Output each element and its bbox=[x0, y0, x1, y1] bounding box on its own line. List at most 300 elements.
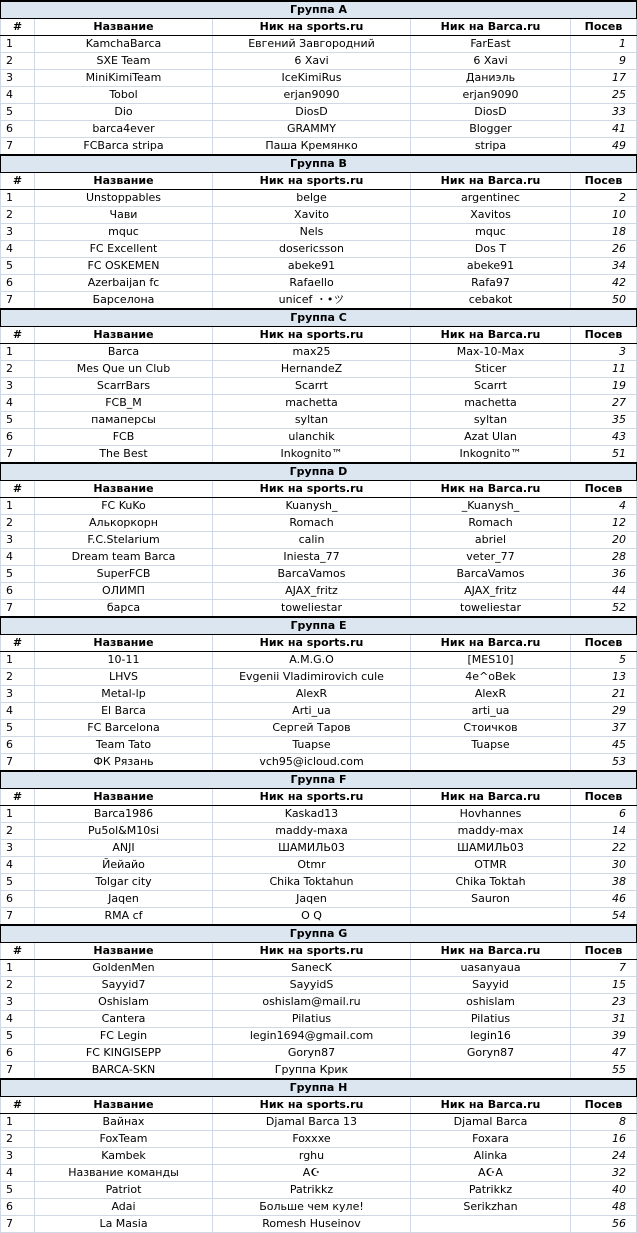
cell-seed[interactable]: 22 bbox=[571, 840, 637, 857]
cell-seed[interactable]: 9 bbox=[571, 53, 637, 70]
cell-barca-nick[interactable]: veter_77 bbox=[411, 549, 571, 566]
cell-num[interactable]: 4 bbox=[1, 857, 35, 874]
cell-seed[interactable]: 12 bbox=[571, 515, 637, 532]
cell-sports-nick[interactable]: belge bbox=[213, 190, 411, 207]
cell-num[interactable]: 7 bbox=[1, 754, 35, 772]
column-header-num[interactable]: # bbox=[1, 173, 35, 190]
cell-team-name[interactable]: Sayyid7 bbox=[35, 977, 213, 994]
cell-seed[interactable]: 14 bbox=[571, 823, 637, 840]
cell-num[interactable]: 7 bbox=[1, 1216, 35, 1233]
cell-num[interactable]: 2 bbox=[1, 515, 35, 532]
column-header-sports-nick[interactable]: Ник на sports.ru bbox=[213, 19, 411, 36]
cell-num[interactable]: 3 bbox=[1, 224, 35, 241]
cell-num[interactable]: 7 bbox=[1, 446, 35, 464]
cell-team-name[interactable]: La Masia bbox=[35, 1216, 213, 1233]
column-header-barca-nick[interactable]: Ник на Barca.ru bbox=[411, 19, 571, 36]
column-header-team-name[interactable]: Название bbox=[35, 789, 213, 806]
column-header-sports-nick[interactable]: Ник на sports.ru bbox=[213, 481, 411, 498]
cell-seed[interactable]: 50 bbox=[571, 292, 637, 310]
cell-team-name[interactable]: FC KuKo bbox=[35, 498, 213, 515]
cell-barca-nick[interactable] bbox=[411, 754, 571, 772]
cell-team-name[interactable]: Dio bbox=[35, 104, 213, 121]
column-header-barca-nick[interactable]: Ник на Barca.ru bbox=[411, 635, 571, 652]
cell-num[interactable]: 2 bbox=[1, 1131, 35, 1148]
cell-barca-nick[interactable]: Даниэль bbox=[411, 70, 571, 87]
cell-seed[interactable]: 34 bbox=[571, 258, 637, 275]
cell-sports-nick[interactable]: Djamal Barca 13 bbox=[213, 1114, 411, 1131]
group-title[interactable]: Группа G bbox=[1, 925, 637, 943]
cell-barca-nick[interactable]: machetta bbox=[411, 395, 571, 412]
column-header-sports-nick[interactable]: Ник на sports.ru bbox=[213, 943, 411, 960]
cell-sports-nick[interactable]: 6 Xavi bbox=[213, 53, 411, 70]
cell-barca-nick[interactable]: Romach bbox=[411, 515, 571, 532]
cell-sports-nick[interactable]: calin bbox=[213, 532, 411, 549]
cell-team-name[interactable]: FCB_M bbox=[35, 395, 213, 412]
cell-barca-nick[interactable]: [MES10] bbox=[411, 652, 571, 669]
cell-barca-nick[interactable]: toweliestar bbox=[411, 600, 571, 618]
cell-team-name[interactable]: Чави bbox=[35, 207, 213, 224]
group-title[interactable]: Группа B bbox=[1, 155, 637, 173]
cell-sports-nick[interactable]: Больше чем куле! bbox=[213, 1199, 411, 1216]
cell-barca-nick[interactable]: 6 Xavi bbox=[411, 53, 571, 70]
column-header-num[interactable]: # bbox=[1, 943, 35, 960]
cell-seed[interactable]: 2 bbox=[571, 190, 637, 207]
cell-team-name[interactable]: Dream team Barca bbox=[35, 549, 213, 566]
cell-barca-nick[interactable]: Dos T bbox=[411, 241, 571, 258]
cell-sports-nick[interactable]: Otmr bbox=[213, 857, 411, 874]
cell-sports-nick[interactable]: Foxxxe bbox=[213, 1131, 411, 1148]
cell-barca-nick[interactable] bbox=[411, 1216, 571, 1233]
cell-barca-nick[interactable]: Blogger bbox=[411, 121, 571, 138]
column-header-team-name[interactable]: Название bbox=[35, 173, 213, 190]
cell-barca-nick[interactable]: mquc bbox=[411, 224, 571, 241]
cell-seed[interactable]: 55 bbox=[571, 1062, 637, 1080]
cell-team-name[interactable]: Mes Que un Club bbox=[35, 361, 213, 378]
cell-barca-nick[interactable]: Max-10-Max bbox=[411, 344, 571, 361]
column-header-seed[interactable]: Посев bbox=[571, 943, 637, 960]
cell-num[interactable]: 6 bbox=[1, 275, 35, 292]
cell-num[interactable]: 5 bbox=[1, 720, 35, 737]
cell-seed[interactable]: 23 bbox=[571, 994, 637, 1011]
cell-num[interactable]: 6 bbox=[1, 429, 35, 446]
cell-num[interactable]: 3 bbox=[1, 1148, 35, 1165]
cell-barca-nick[interactable]: _Kuanysh_ bbox=[411, 498, 571, 515]
cell-team-name[interactable]: KamchaBarca bbox=[35, 36, 213, 53]
column-header-seed[interactable]: Посев bbox=[571, 19, 637, 36]
column-header-sports-nick[interactable]: Ник на sports.ru bbox=[213, 173, 411, 190]
cell-sports-nick[interactable]: Tuapse bbox=[213, 737, 411, 754]
cell-team-name[interactable]: GoldenMen bbox=[35, 960, 213, 977]
cell-sports-nick[interactable]: SayyidS bbox=[213, 977, 411, 994]
cell-seed[interactable]: 38 bbox=[571, 874, 637, 891]
cell-team-name[interactable]: Вайнах bbox=[35, 1114, 213, 1131]
cell-barca-nick[interactable]: arti_ua bbox=[411, 703, 571, 720]
cell-num[interactable]: 5 bbox=[1, 104, 35, 121]
cell-num[interactable]: 2 bbox=[1, 823, 35, 840]
cell-barca-nick[interactable]: A☪A bbox=[411, 1165, 571, 1182]
cell-barca-nick[interactable] bbox=[411, 908, 571, 926]
cell-team-name[interactable]: mquc bbox=[35, 224, 213, 241]
cell-num[interactable]: 3 bbox=[1, 532, 35, 549]
cell-seed[interactable]: 54 bbox=[571, 908, 637, 926]
cell-sports-nick[interactable]: DiosD bbox=[213, 104, 411, 121]
cell-seed[interactable]: 6 bbox=[571, 806, 637, 823]
cell-barca-nick[interactable]: syltan bbox=[411, 412, 571, 429]
cell-barca-nick[interactable]: Serikzhan bbox=[411, 1199, 571, 1216]
cell-seed[interactable]: 15 bbox=[571, 977, 637, 994]
cell-num[interactable]: 7 bbox=[1, 292, 35, 310]
cell-num[interactable]: 7 bbox=[1, 138, 35, 156]
cell-num[interactable]: 6 bbox=[1, 891, 35, 908]
column-header-num[interactable]: # bbox=[1, 19, 35, 36]
cell-sports-nick[interactable]: O Q bbox=[213, 908, 411, 926]
cell-team-name[interactable]: FC Legin bbox=[35, 1028, 213, 1045]
cell-team-name[interactable]: Kambek bbox=[35, 1148, 213, 1165]
cell-seed[interactable]: 37 bbox=[571, 720, 637, 737]
cell-num[interactable]: 6 bbox=[1, 1199, 35, 1216]
cell-team-name[interactable]: El Barca bbox=[35, 703, 213, 720]
cell-sports-nick[interactable]: Inkognito™ bbox=[213, 446, 411, 464]
cell-team-name[interactable]: FCB bbox=[35, 429, 213, 446]
cell-barca-nick[interactable]: DiosD bbox=[411, 104, 571, 121]
cell-seed[interactable]: 1 bbox=[571, 36, 637, 53]
cell-num[interactable]: 2 bbox=[1, 669, 35, 686]
cell-seed[interactable]: 42 bbox=[571, 275, 637, 292]
cell-team-name[interactable]: RMA cf bbox=[35, 908, 213, 926]
cell-num[interactable]: 1 bbox=[1, 36, 35, 53]
cell-sports-nick[interactable]: unicef ・•ツ bbox=[213, 292, 411, 310]
cell-seed[interactable]: 43 bbox=[571, 429, 637, 446]
cell-seed[interactable]: 18 bbox=[571, 224, 637, 241]
cell-sports-nick[interactable]: IceKimiRus bbox=[213, 70, 411, 87]
cell-num[interactable]: 3 bbox=[1, 994, 35, 1011]
cell-num[interactable]: 5 bbox=[1, 566, 35, 583]
cell-num[interactable]: 4 bbox=[1, 549, 35, 566]
cell-sports-nick[interactable]: GRAMMY bbox=[213, 121, 411, 138]
cell-num[interactable]: 4 bbox=[1, 395, 35, 412]
cell-seed[interactable]: 49 bbox=[571, 138, 637, 156]
cell-seed[interactable]: 46 bbox=[571, 891, 637, 908]
cell-num[interactable]: 2 bbox=[1, 977, 35, 994]
cell-team-name[interactable]: Cantera bbox=[35, 1011, 213, 1028]
cell-sports-nick[interactable]: Scarrt bbox=[213, 378, 411, 395]
cell-sports-nick[interactable]: Паша Кремянко bbox=[213, 138, 411, 156]
cell-seed[interactable]: 28 bbox=[571, 549, 637, 566]
cell-num[interactable]: 1 bbox=[1, 1114, 35, 1131]
cell-sports-nick[interactable]: SanecK bbox=[213, 960, 411, 977]
cell-team-name[interactable]: Название команды bbox=[35, 1165, 213, 1182]
cell-sports-nick[interactable]: erjan9090 bbox=[213, 87, 411, 104]
group-title[interactable]: Группа H bbox=[1, 1079, 637, 1097]
cell-num[interactable]: 3 bbox=[1, 378, 35, 395]
group-title[interactable]: Группа F bbox=[1, 771, 637, 789]
cell-seed[interactable]: 21 bbox=[571, 686, 637, 703]
cell-team-name[interactable]: LHVS bbox=[35, 669, 213, 686]
cell-team-name[interactable]: Oshislam bbox=[35, 994, 213, 1011]
cell-sports-nick[interactable]: ШАМИЛЬ03 bbox=[213, 840, 411, 857]
cell-sports-nick[interactable]: Nels bbox=[213, 224, 411, 241]
cell-team-name[interactable]: Pu5ol&M10si bbox=[35, 823, 213, 840]
cell-team-name[interactable]: Йейайо bbox=[35, 857, 213, 874]
cell-sports-nick[interactable]: HernandeZ bbox=[213, 361, 411, 378]
column-header-team-name[interactable]: Название bbox=[35, 635, 213, 652]
cell-team-name[interactable]: FC Excellent bbox=[35, 241, 213, 258]
cell-num[interactable]: 5 bbox=[1, 1028, 35, 1045]
cell-team-name[interactable]: FCBarca stripa bbox=[35, 138, 213, 156]
cell-num[interactable]: 4 bbox=[1, 241, 35, 258]
cell-seed[interactable]: 30 bbox=[571, 857, 637, 874]
column-header-barca-nick[interactable]: Ник на Barca.ru bbox=[411, 481, 571, 498]
cell-team-name[interactable]: Jaqen bbox=[35, 891, 213, 908]
cell-seed[interactable]: 11 bbox=[571, 361, 637, 378]
column-header-barca-nick[interactable]: Ник на Barca.ru bbox=[411, 1097, 571, 1114]
cell-barca-nick[interactable]: uasanyaua bbox=[411, 960, 571, 977]
cell-seed[interactable]: 53 bbox=[571, 754, 637, 772]
cell-num[interactable]: 5 bbox=[1, 1182, 35, 1199]
cell-barca-nick[interactable]: OTMR bbox=[411, 857, 571, 874]
cell-team-name[interactable]: FC KINGISEPP bbox=[35, 1045, 213, 1062]
cell-team-name[interactable]: Tolgar city bbox=[35, 874, 213, 891]
cell-num[interactable]: 1 bbox=[1, 190, 35, 207]
cell-barca-nick[interactable]: Goryn87 bbox=[411, 1045, 571, 1062]
cell-barca-nick[interactable]: Azat Ulan bbox=[411, 429, 571, 446]
cell-sports-nick[interactable]: Iniesta_77 bbox=[213, 549, 411, 566]
cell-num[interactable]: 2 bbox=[1, 361, 35, 378]
cell-num[interactable]: 7 bbox=[1, 600, 35, 618]
cell-seed[interactable]: 36 bbox=[571, 566, 637, 583]
column-header-team-name[interactable]: Название bbox=[35, 327, 213, 344]
cell-team-name[interactable]: The Best bbox=[35, 446, 213, 464]
cell-seed[interactable]: 24 bbox=[571, 1148, 637, 1165]
cell-seed[interactable]: 17 bbox=[571, 70, 637, 87]
column-header-seed[interactable]: Посев bbox=[571, 327, 637, 344]
cell-sports-nick[interactable]: abeke91 bbox=[213, 258, 411, 275]
cell-sports-nick[interactable]: AlexR bbox=[213, 686, 411, 703]
cell-num[interactable]: 2 bbox=[1, 207, 35, 224]
cell-team-name[interactable]: FC OSKEMEN bbox=[35, 258, 213, 275]
column-header-num[interactable]: # bbox=[1, 635, 35, 652]
cell-num[interactable]: 4 bbox=[1, 1165, 35, 1182]
cell-seed[interactable]: 25 bbox=[571, 87, 637, 104]
cell-barca-nick[interactable]: legin16 bbox=[411, 1028, 571, 1045]
cell-barca-nick[interactable]: abeke91 bbox=[411, 258, 571, 275]
cell-barca-nick[interactable]: erjan9090 bbox=[411, 87, 571, 104]
cell-sports-nick[interactable]: Romesh Huseinov bbox=[213, 1216, 411, 1233]
cell-team-name[interactable]: Алькоркорн bbox=[35, 515, 213, 532]
cell-seed[interactable]: 16 bbox=[571, 1131, 637, 1148]
column-header-num[interactable]: # bbox=[1, 789, 35, 806]
cell-sports-nick[interactable]: Chika Toktahun bbox=[213, 874, 411, 891]
cell-barca-nick[interactable]: oshislam bbox=[411, 994, 571, 1011]
cell-num[interactable]: 6 bbox=[1, 737, 35, 754]
cell-sports-nick[interactable]: syltan bbox=[213, 412, 411, 429]
cell-barca-nick[interactable]: Hovhannes bbox=[411, 806, 571, 823]
cell-sports-nick[interactable]: AJAX_fritz bbox=[213, 583, 411, 600]
cell-sports-nick[interactable]: toweliestar bbox=[213, 600, 411, 618]
cell-team-name[interactable]: FC Barcelona bbox=[35, 720, 213, 737]
cell-num[interactable]: 1 bbox=[1, 960, 35, 977]
cell-barca-nick[interactable]: BarcaVamos bbox=[411, 566, 571, 583]
column-header-sports-nick[interactable]: Ник на sports.ru bbox=[213, 1097, 411, 1114]
column-header-num[interactable]: # bbox=[1, 1097, 35, 1114]
cell-num[interactable]: 3 bbox=[1, 70, 35, 87]
cell-barca-nick[interactable]: argentinec bbox=[411, 190, 571, 207]
cell-num[interactable]: 1 bbox=[1, 652, 35, 669]
cell-team-name[interactable]: Adai bbox=[35, 1199, 213, 1216]
cell-barca-nick[interactable] bbox=[411, 1062, 571, 1080]
cell-barca-nick[interactable]: Tuapse bbox=[411, 737, 571, 754]
cell-num[interactable]: 7 bbox=[1, 908, 35, 926]
cell-team-name[interactable]: Unstoppables bbox=[35, 190, 213, 207]
column-header-sports-nick[interactable]: Ник на sports.ru bbox=[213, 789, 411, 806]
cell-team-name[interactable]: 10-11 bbox=[35, 652, 213, 669]
cell-sports-nick[interactable]: Rafaello bbox=[213, 275, 411, 292]
cell-sports-nick[interactable]: machetta bbox=[213, 395, 411, 412]
column-header-barca-nick[interactable]: Ник на Barca.ru bbox=[411, 327, 571, 344]
cell-num[interactable]: 4 bbox=[1, 87, 35, 104]
cell-seed[interactable]: 20 bbox=[571, 532, 637, 549]
cell-num[interactable]: 6 bbox=[1, 1045, 35, 1062]
cell-num[interactable]: 6 bbox=[1, 583, 35, 600]
cell-team-name[interactable]: F.C.Stelarium bbox=[35, 532, 213, 549]
cell-sports-nick[interactable]: ulanchik bbox=[213, 429, 411, 446]
cell-seed[interactable]: 10 bbox=[571, 207, 637, 224]
cell-barca-nick[interactable]: Sayyid bbox=[411, 977, 571, 994]
cell-seed[interactable]: 39 bbox=[571, 1028, 637, 1045]
cell-seed[interactable]: 31 bbox=[571, 1011, 637, 1028]
cell-team-name[interactable]: ANJI bbox=[35, 840, 213, 857]
cell-barca-nick[interactable]: Foxara bbox=[411, 1131, 571, 1148]
cell-barca-nick[interactable]: Chika Toktah bbox=[411, 874, 571, 891]
cell-seed[interactable]: 26 bbox=[571, 241, 637, 258]
column-header-team-name[interactable]: Название bbox=[35, 1097, 213, 1114]
cell-sports-nick[interactable]: A☪ bbox=[213, 1165, 411, 1182]
column-header-team-name[interactable]: Название bbox=[35, 481, 213, 498]
cell-seed[interactable]: 19 bbox=[571, 378, 637, 395]
cell-seed[interactable]: 4 bbox=[571, 498, 637, 515]
cell-team-name[interactable]: SXE Team bbox=[35, 53, 213, 70]
cell-num[interactable]: 5 bbox=[1, 412, 35, 429]
cell-num[interactable]: 3 bbox=[1, 840, 35, 857]
cell-barca-nick[interactable]: AJAX_fritz bbox=[411, 583, 571, 600]
column-header-barca-nick[interactable]: Ник на Barca.ru bbox=[411, 943, 571, 960]
cell-team-name[interactable]: ОЛИМП bbox=[35, 583, 213, 600]
column-header-barca-nick[interactable]: Ник на Barca.ru bbox=[411, 789, 571, 806]
cell-sports-nick[interactable]: legin1694@gmail.com bbox=[213, 1028, 411, 1045]
cell-seed[interactable]: 33 bbox=[571, 104, 637, 121]
cell-num[interactable]: 1 bbox=[1, 344, 35, 361]
cell-sports-nick[interactable]: Arti_ua bbox=[213, 703, 411, 720]
cell-team-name[interactable]: Metal-lp bbox=[35, 686, 213, 703]
cell-seed[interactable]: 29 bbox=[571, 703, 637, 720]
cell-team-name[interactable]: SuperFCB bbox=[35, 566, 213, 583]
cell-seed[interactable]: 48 bbox=[571, 1199, 637, 1216]
cell-barca-nick[interactable]: Pilatius bbox=[411, 1011, 571, 1028]
cell-num[interactable]: 4 bbox=[1, 1011, 35, 1028]
column-header-num[interactable]: # bbox=[1, 481, 35, 498]
cell-sports-nick[interactable]: Группа Крик bbox=[213, 1062, 411, 1080]
group-title[interactable]: Группа A bbox=[1, 1, 637, 19]
cell-sports-nick[interactable]: vch95@icloud.com bbox=[213, 754, 411, 772]
cell-barca-nick[interactable]: Inkognito™ bbox=[411, 446, 571, 464]
cell-barca-nick[interactable]: Rafa97 bbox=[411, 275, 571, 292]
cell-seed[interactable]: 51 bbox=[571, 446, 637, 464]
cell-seed[interactable]: 5 bbox=[571, 652, 637, 669]
cell-num[interactable]: 5 bbox=[1, 874, 35, 891]
cell-num[interactable]: 2 bbox=[1, 53, 35, 70]
cell-seed[interactable]: 52 bbox=[571, 600, 637, 618]
cell-sports-nick[interactable]: Kuanysh_ bbox=[213, 498, 411, 515]
cell-seed[interactable]: 56 bbox=[571, 1216, 637, 1233]
cell-sports-nick[interactable]: Patrikkz bbox=[213, 1182, 411, 1199]
cell-sports-nick[interactable]: Kaskad13 bbox=[213, 806, 411, 823]
cell-barca-nick[interactable]: Patrikkz bbox=[411, 1182, 571, 1199]
cell-team-name[interactable]: Team Tato bbox=[35, 737, 213, 754]
cell-barca-nick[interactable]: Стоичков bbox=[411, 720, 571, 737]
cell-seed[interactable]: 32 bbox=[571, 1165, 637, 1182]
cell-barca-nick[interactable]: Scarrt bbox=[411, 378, 571, 395]
cell-sports-nick[interactable]: Xavito bbox=[213, 207, 411, 224]
cell-barca-nick[interactable]: cebakot bbox=[411, 292, 571, 310]
cell-barca-nick[interactable]: stripa bbox=[411, 138, 571, 156]
cell-sports-nick[interactable]: oshislam@mail.ru bbox=[213, 994, 411, 1011]
cell-sports-nick[interactable]: Евгений Завгородний bbox=[213, 36, 411, 53]
cell-team-name[interactable]: Tobol bbox=[35, 87, 213, 104]
cell-sports-nick[interactable]: Jaqen bbox=[213, 891, 411, 908]
cell-team-name[interactable]: MiniKimiTeam bbox=[35, 70, 213, 87]
column-header-seed[interactable]: Посев bbox=[571, 1097, 637, 1114]
column-header-num[interactable]: # bbox=[1, 327, 35, 344]
cell-seed[interactable]: 7 bbox=[571, 960, 637, 977]
cell-team-name[interactable]: BARCA-SKN bbox=[35, 1062, 213, 1080]
cell-seed[interactable]: 41 bbox=[571, 121, 637, 138]
column-header-seed[interactable]: Посев bbox=[571, 481, 637, 498]
cell-num[interactable]: 3 bbox=[1, 686, 35, 703]
column-header-team-name[interactable]: Название bbox=[35, 943, 213, 960]
cell-sports-nick[interactable]: Romach bbox=[213, 515, 411, 532]
column-header-seed[interactable]: Посев bbox=[571, 635, 637, 652]
cell-seed[interactable]: 3 bbox=[571, 344, 637, 361]
cell-seed[interactable]: 40 bbox=[571, 1182, 637, 1199]
cell-num[interactable]: 4 bbox=[1, 703, 35, 720]
cell-team-name[interactable]: ФК Рязань bbox=[35, 754, 213, 772]
cell-num[interactable]: 1 bbox=[1, 806, 35, 823]
cell-sports-nick[interactable]: max25 bbox=[213, 344, 411, 361]
cell-team-name[interactable]: Barca1986 bbox=[35, 806, 213, 823]
column-header-team-name[interactable]: Название bbox=[35, 19, 213, 36]
cell-team-name[interactable]: ScarrBars bbox=[35, 378, 213, 395]
cell-sports-nick[interactable]: Evgenii Vladimirovich cule bbox=[213, 669, 411, 686]
cell-barca-nick[interactable]: abriel bbox=[411, 532, 571, 549]
cell-barca-nick[interactable]: FarEast bbox=[411, 36, 571, 53]
cell-barca-nick[interactable]: Alinka bbox=[411, 1148, 571, 1165]
cell-seed[interactable]: 47 bbox=[571, 1045, 637, 1062]
cell-num[interactable]: 6 bbox=[1, 121, 35, 138]
cell-num[interactable]: 7 bbox=[1, 1062, 35, 1080]
cell-num[interactable]: 1 bbox=[1, 498, 35, 515]
cell-sports-nick[interactable]: Goryn87 bbox=[213, 1045, 411, 1062]
cell-seed[interactable]: 45 bbox=[571, 737, 637, 754]
cell-barca-nick[interactable]: AlexR bbox=[411, 686, 571, 703]
cell-team-name[interactable]: FoxTeam bbox=[35, 1131, 213, 1148]
cell-team-name[interactable]: barca4ever bbox=[35, 121, 213, 138]
column-header-seed[interactable]: Посев bbox=[571, 789, 637, 806]
cell-seed[interactable]: 44 bbox=[571, 583, 637, 600]
cell-seed[interactable]: 35 bbox=[571, 412, 637, 429]
cell-seed[interactable]: 8 bbox=[571, 1114, 637, 1131]
cell-barca-nick[interactable]: Djamal Barca bbox=[411, 1114, 571, 1131]
cell-barca-nick[interactable]: 4e^oBek bbox=[411, 669, 571, 686]
